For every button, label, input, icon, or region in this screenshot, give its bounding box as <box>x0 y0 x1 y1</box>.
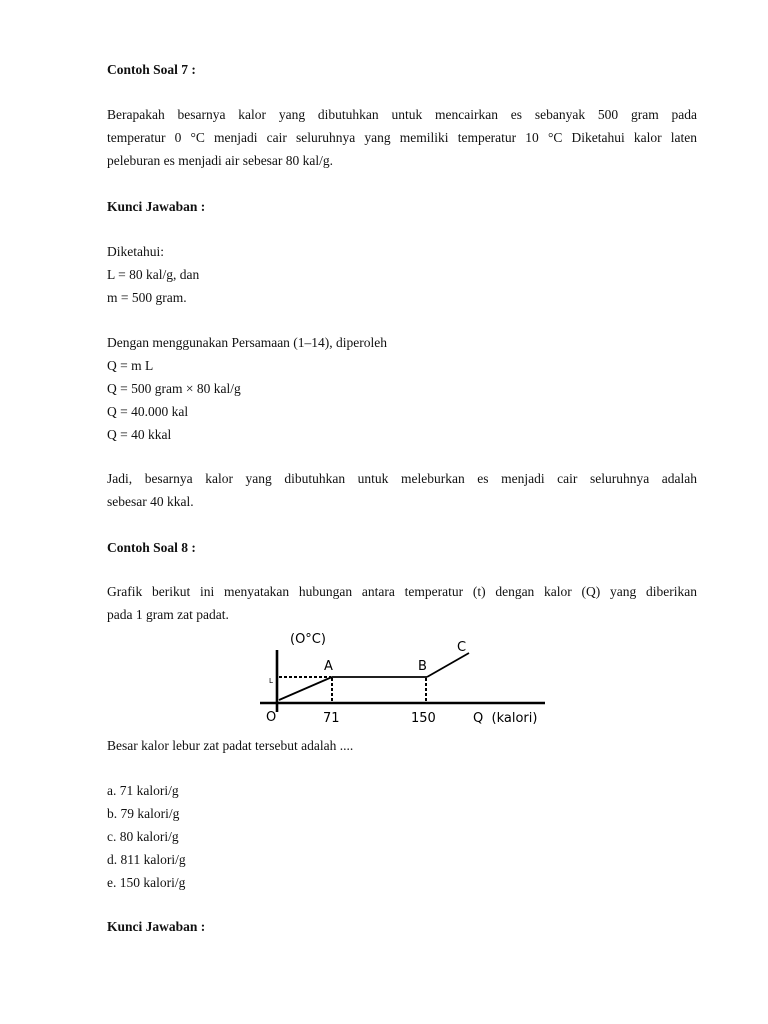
soal8-options <box>107 779 697 894</box>
soal8-heading: Contoh Soal 8 : <box>107 540 196 555</box>
soal7-question-line: Berapakah besarnya kalor yang dibutuhkan untuk mencairkan es sebanyak 500 gram pada <box>107 107 697 122</box>
option-a: a. 71 kalori/g <box>107 783 179 798</box>
graph-x-axis-label: Q (kalori) <box>473 711 538 726</box>
soal8-answer-heading: Kunci Jawaban : <box>107 919 206 934</box>
graph-point-c-label: C <box>457 640 467 655</box>
known-line: Diketahui: <box>107 244 164 259</box>
graph-y-axis-label: (O°C) <box>290 632 326 647</box>
graph-point-b-label: B <box>418 659 427 674</box>
option-b: b. 79 kalori/g <box>107 806 180 821</box>
option-e: e. 150 kalori/g <box>107 875 186 890</box>
graph-x-tick-71: 71 <box>323 711 340 726</box>
known-line: m = 500 gram. <box>107 290 187 305</box>
soal7-question-line: peleburan es menjadi air sebesar 80 kal/g. <box>107 153 334 168</box>
graph-point-a-label: A <box>324 659 333 674</box>
solution-line: Q = m L <box>107 358 154 373</box>
solution-line: Q = 40 kkal <box>107 427 172 442</box>
solution-line: Dengan menggunakan Persamaan (1–14), diperoleh <box>107 335 388 350</box>
solution-line: Q = 500 gram × 80 kal/g <box>107 381 241 396</box>
soal7-question-line: temperatur 0 °C menjadi cair seluruhnya yang memiliki temperatur 10 °C Diketahui kalor laten <box>107 130 697 145</box>
graph-segment-bc <box>427 653 469 677</box>
soal8-question-line: Grafik berikut ini menyatakan hubungan antara temperatur (t) dengan kalor (Q) yang diberikan <box>107 584 697 599</box>
soal7-heading: Contoh Soal 7 : <box>107 62 196 77</box>
graph-x-tick-150: 150 <box>411 711 436 726</box>
graph-origin-label: O <box>266 710 277 725</box>
conclusion-line: Jadi, besarnya kalor yang dibutuhkan untuk meleburkan es menjadi cair seluruhnya adalah <box>107 471 697 486</box>
known-line: L = 80 kal/g, dan <box>107 267 200 282</box>
graph-level-label: L <box>269 677 273 685</box>
soal8-question-line: pada 1 gram zat padat. <box>107 607 229 622</box>
conclusion-line: sebesar 40 kkal. <box>107 494 194 509</box>
solution-line: Q = 40.000 kal <box>107 404 189 419</box>
soal8-prompt: Besar kalor lebur zat padat tersebut adalah .... <box>107 738 354 753</box>
graph-segment-oa <box>279 677 332 700</box>
option-d: d. 811 kalori/g <box>107 852 186 867</box>
soal7-answer-heading: Kunci Jawaban : <box>107 199 206 214</box>
option-c: c. 80 kalori/g <box>107 829 179 844</box>
